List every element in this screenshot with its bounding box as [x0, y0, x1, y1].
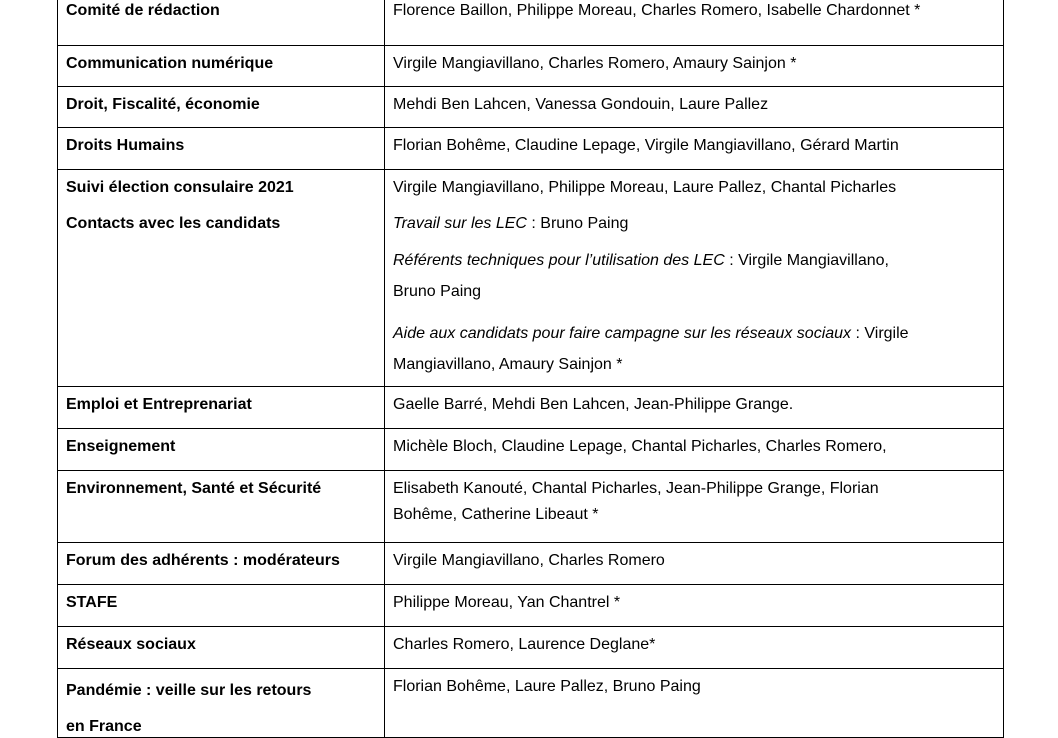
topic-cell — [58, 0, 385, 46]
members-cell — [385, 669, 1004, 738]
lec-ref-members-cont: Bruno Paing — [393, 283, 482, 300]
members-cell — [385, 429, 1004, 471]
topic-label: Forum des adhérents : modérateurs — [66, 552, 340, 569]
members-cell — [385, 0, 1004, 46]
lec-work-label: Travail sur les LEC — [393, 215, 527, 232]
members-cell — [385, 627, 1004, 669]
members-text: Florence Baillon, Philippe Moreau, Charles Romero, Isabelle Chardonnet * — [393, 2, 921, 19]
members-cell — [385, 87, 1004, 128]
members-text: Gaelle Barré, Mehdi Ben Lahcen, Jean-Philippe Grange. — [393, 396, 794, 413]
topic-label: Suivi élection consulaire 2021 — [66, 179, 294, 196]
lec-work-members: : Bruno Paing — [526, 215, 629, 232]
topic-cell — [58, 128, 385, 170]
topic-label: Enseignement — [66, 438, 176, 455]
topic-label: Comité de rédaction — [66, 2, 220, 19]
topic-cell — [58, 429, 385, 471]
lec-work-line — [393, 214, 995, 234]
members-cell — [385, 543, 1004, 585]
committees-table — [57, 0, 1004, 738]
topic-cell — [58, 46, 385, 87]
table-row — [58, 627, 1004, 669]
members-text: Florian Bohême, Claudine Lepage, Virgile Mangiavillano, Gérard Martin — [393, 137, 899, 154]
topic-cell — [58, 387, 385, 429]
topic-cell — [58, 669, 385, 738]
lec-ref-label: Référents techniques pour l’utilisation des LEC — [393, 252, 725, 269]
topic-label: Droit, Fiscalité, économie — [66, 96, 260, 113]
table-row — [58, 46, 1004, 87]
table-row — [58, 128, 1004, 170]
table-row — [58, 585, 1004, 627]
campaign-members-cont: Mangiavillano, Amaury Sainjon * — [393, 356, 623, 373]
members-cell — [385, 471, 1004, 543]
table-row — [58, 471, 1004, 543]
table-row — [58, 543, 1004, 585]
table-row — [58, 387, 1004, 429]
table-row — [58, 87, 1004, 128]
campaign-label: Aide aux candidats pour faire campagne sur les réseaux sociaux — [393, 325, 852, 342]
members-cell — [385, 128, 1004, 170]
topic-label: Communication numérique — [66, 55, 274, 72]
members-cell — [385, 170, 1004, 387]
members-text: Florian Bohême, Laure Pallez, Bruno Paing — [393, 678, 701, 695]
topic-cell — [58, 471, 385, 543]
topic-label: Réseaux sociaux — [66, 636, 196, 653]
members-cell — [385, 46, 1004, 87]
topic-label: STAFE — [66, 594, 118, 611]
topic-label-cont: en France — [66, 718, 142, 735]
topic-label: Environnement, Santé et Sécurité — [66, 480, 322, 497]
table-row — [58, 0, 1004, 46]
members-text: Philippe Moreau, Yan Chantrel * — [393, 594, 621, 611]
topic-label: Emploi et Entreprenariat — [66, 396, 252, 413]
members-text: Charles Romero, Laurence Deglane* — [393, 636, 656, 653]
table-row — [58, 669, 1004, 738]
members-cell — [385, 585, 1004, 627]
members-cell — [385, 387, 1004, 429]
members-text: Virgile Mangiavillano, Charles Romero, Amaury Sainjon * — [393, 55, 797, 72]
lec-ref-line — [393, 245, 995, 307]
members-text: Mehdi Ben Lahcen, Vanessa Gondouin, Laure Pallez — [393, 96, 769, 113]
members-text: Virgile Mangiavillano, Charles Romero — [393, 552, 665, 569]
topic-cell — [58, 87, 385, 128]
members-text: Elisabeth Kanouté, Chantal Picharles, Jean-Philippe Grange, Florian — [393, 480, 879, 497]
topic-sublabel: Contacts avec les candidats — [66, 215, 281, 232]
topic-cell — [58, 627, 385, 669]
table-row — [58, 429, 1004, 471]
topic-cell — [58, 170, 385, 387]
members-text-cont: Bohême, Catherine Libeaut * — [393, 506, 599, 523]
campaign-line — [393, 318, 995, 380]
members-text: Michèle Bloch, Claudine Lepage, Chantal Picharles, Charles Romero, — [393, 438, 887, 455]
topic-label: Droits Humains — [66, 137, 185, 154]
topic-cell — [58, 585, 385, 627]
topic-label: Pandémie : veille sur les retours — [66, 682, 312, 699]
table-row — [58, 170, 1004, 387]
campaign-members: : Virgile — [851, 325, 909, 342]
members-text: Virgile Mangiavillano, Philippe Moreau, Laure Pallez, Chantal Picharles — [393, 179, 897, 196]
lec-ref-members: : Virgile Mangiavillano, — [724, 252, 889, 269]
topic-cell — [58, 543, 385, 585]
